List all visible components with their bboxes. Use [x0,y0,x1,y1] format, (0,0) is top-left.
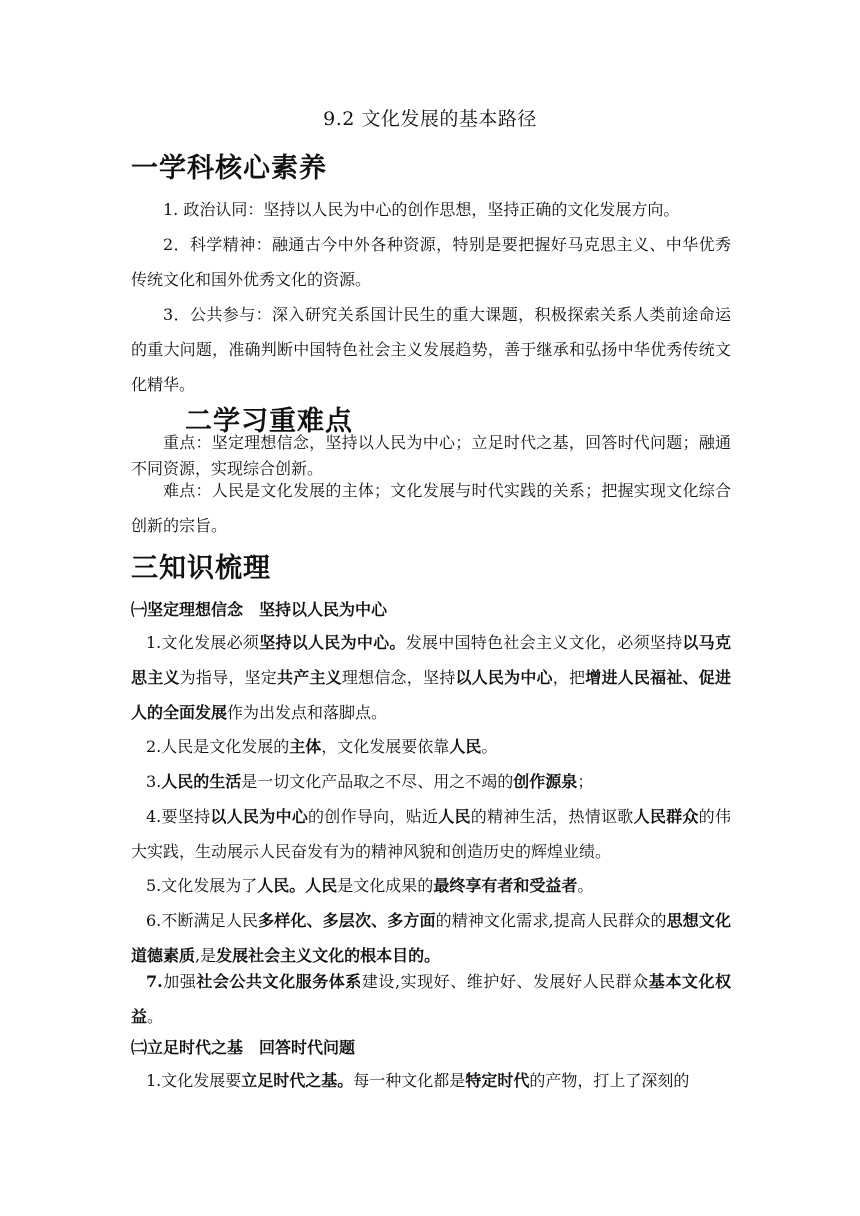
bold-run: 人民群众 [633,807,699,826]
core-literacy-item-3: 3．公共参与：深入研究关系国计民生的重大课题，积极探索关系人类前途命运的重大问题，准确判断中国特色社会主义发展趋势，善于继承和弘扬中华优秀传统文化精华。 [131,305,731,394]
document-title: 9.2 文化发展的基本路径 [323,108,537,130]
bold-run: 人民的生活 [161,772,242,791]
text-run: 1.文化发展要 [146,1071,242,1090]
section-heading-knowledge: 三知识梳理 [131,553,271,584]
text-run: 是一切文化产品取之不尽、用之不竭的 [241,772,514,791]
bold-run: 基本文化权益 [131,972,731,1026]
bold-run: 7. [146,972,163,991]
subsection-heading-2: ㈡立足时代之基 回答时代问题 [131,1038,356,1057]
bold-run: 共产主义 [277,668,342,687]
bold-run: 人民 [449,737,482,756]
text-run: 1.文化发展必须 [146,633,260,652]
knowledge-paragraph-8 [131,1063,731,1098]
text-run: 6.不断满足人民 [146,911,259,930]
text-run: 。 [577,876,594,895]
text-run: 的产物，打上了深刻的 [529,1071,690,1090]
text-run: 建设,实现好、维护好、发展好人民群众 [361,972,649,991]
text-run: 理想信念，坚持 [341,668,456,687]
bold-run: 增进人民福祉、促进人的全面发展 [131,668,731,722]
knowledge-paragraph-1 [131,625,731,730]
bold-run: 立足时代之基。 [241,1071,354,1090]
bold-run: 以人民为中心 [455,668,553,687]
text-run: 加强 [162,972,197,991]
key-points-text: 重点：坚定理想信念，坚持以人民为中心；立足时代之基，回答时代问题；融通不同资源，实现综合创新。 [131,433,731,478]
bold-run: 创作源泉 [513,772,578,791]
text-run: 3. [146,772,162,791]
text-run: 。 [481,737,498,756]
section-heading-core-literacy: 一学科核心素养 [131,153,327,184]
bold-run: 特定时代 [465,1071,530,1090]
text-run: ； [577,772,594,791]
subsection-heading-1: ㈠坚定理想信念 坚持以人民为中心 [131,600,388,619]
text-run: 为指导，坚定 [179,668,277,687]
text-run: 每一种文化都是 [353,1071,466,1090]
knowledge-paragraph-4 [131,799,731,869]
knowledge-paragraph-2 [131,729,731,764]
core-literacy-item-2: 2．科学精神：融通古今中外各种资源，特别是要把握好马克思主义、中华优秀传统文化和国外优秀文化的资源。 [131,235,731,289]
text-run: ，文化发展要依靠 [321,737,450,756]
bold-run: 发展社会主义文化的根本目的。 [216,946,441,965]
text-run: 的精神文化需求,提高人民群众的 [435,911,667,930]
text-run: 4.要坚持 [146,807,211,826]
bold-run: 人民。人民 [257,876,338,895]
text-run: 。 [147,1007,164,1026]
bold-run: 人民 [438,807,471,826]
text-run: 作为出发点和落脚点。 [227,703,388,722]
knowledge-paragraph-3 [131,764,731,799]
bold-run: 多样化、多层次、多方面 [258,911,436,930]
section-heading-key-difficult: 二学习重难点 [185,406,353,437]
text-run: ,是 [195,946,217,965]
text-run: ，把 [552,668,586,687]
text-run: 的精神生活，热情讴歌 [470,807,634,826]
bold-run: 最终享有者和受益者 [433,876,578,895]
knowledge-paragraph-5 [131,868,731,903]
bold-run: 主体 [289,737,322,756]
text-run: 是文化成果的 [337,876,434,895]
knowledge-paragraph-7 [131,964,731,1034]
core-literacy-item-1: 1. 政治认同：坚持以人民为中心的创作思想，坚持正确的文化发展方向。 [163,200,680,219]
text-run: 2.人民是文化发展的 [146,737,290,756]
difficult-points-text: 难点：人民是文化发展的主体；文化发展与时代实践的关系；把握实现文化综合创新的宗旨。 [131,481,731,535]
text-run: 的创作导向，贴近 [308,807,439,826]
bold-run: 以人民为中心 [210,807,309,826]
text-run: 发展中国特色社会主义文化，必须坚持 [405,633,683,652]
text-run: 5.文化发展为了 [146,876,258,895]
bold-run: 思想文化道德素质 [131,911,731,965]
knowledge-paragraph-6 [131,903,731,973]
bold-run: 社会公共文化服务体系 [196,972,362,991]
bold-run: 以马克思主义 [131,633,731,687]
bold-run: 坚持以人民为中心。 [259,633,406,652]
text-run: 的伟大实践，生动展示人民奋发有为的精神风貌和创造历史的辉煌业绩。 [131,807,731,861]
